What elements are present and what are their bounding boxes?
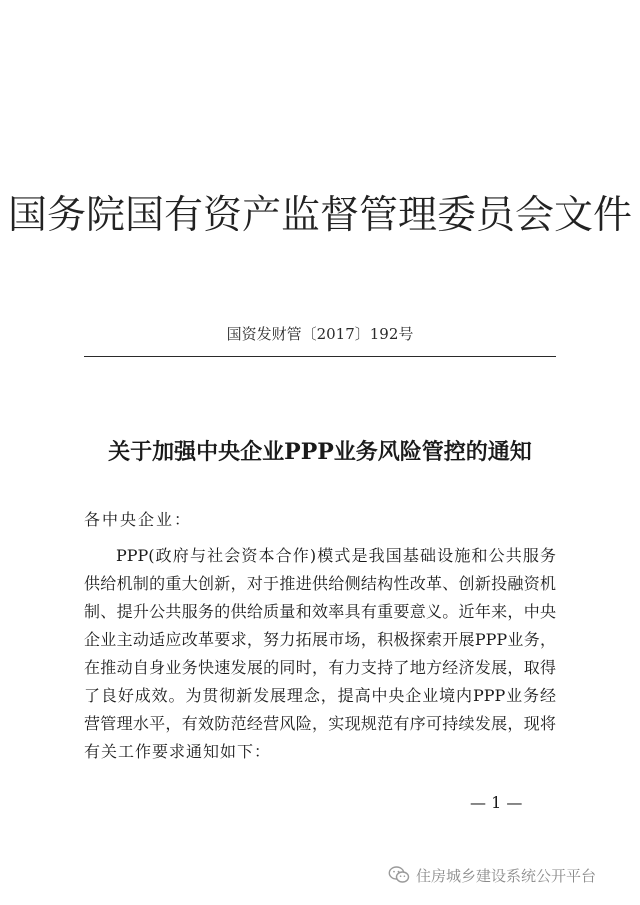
watermark (388, 862, 596, 888)
body-line: 营管理水平，有效防范经营风险，实现规范有序可持续发展，现将 (84, 714, 556, 733)
body-line: 了良好成效。为贯彻新发展理念，提高中央企业境内PPP业务经 (84, 686, 556, 705)
wechat-icon (388, 865, 410, 885)
header-divider (84, 356, 556, 357)
document-number: 国资发财管〔2017〕192号 (226, 325, 414, 343)
salutation: 各中央企业： (84, 510, 193, 529)
watermark-text: 住房城乡建设系统公开平台 (416, 866, 597, 885)
body-line: PPP(政府与社会资本合作)模式是我国基础设施和公共服务 (116, 546, 556, 565)
body-line: 企业主动适应改革要求，努力拓展市场，积极探索开展PPP业务， (84, 630, 556, 649)
body-line: 制、提升公共服务的供给质量和效率具有重要意义。近年来，中央 (84, 602, 556, 621)
body-line: 有关工作要求通知如下： (84, 742, 272, 761)
document-header: 国务院国有资产监督管理委员会文件 (7, 193, 632, 238)
body-line: 供给机制的重大创新，对于推进供给侧结构性改革、创新投融资机 (84, 574, 556, 593)
page-number: — 1 — (470, 793, 523, 812)
body-line: 在推动自身业务快速发展的同时，有力支持了地方经济发展，取得 (84, 658, 556, 677)
document-title: 关于加强中央企业PPP业务风险管控的通知 (108, 439, 532, 465)
